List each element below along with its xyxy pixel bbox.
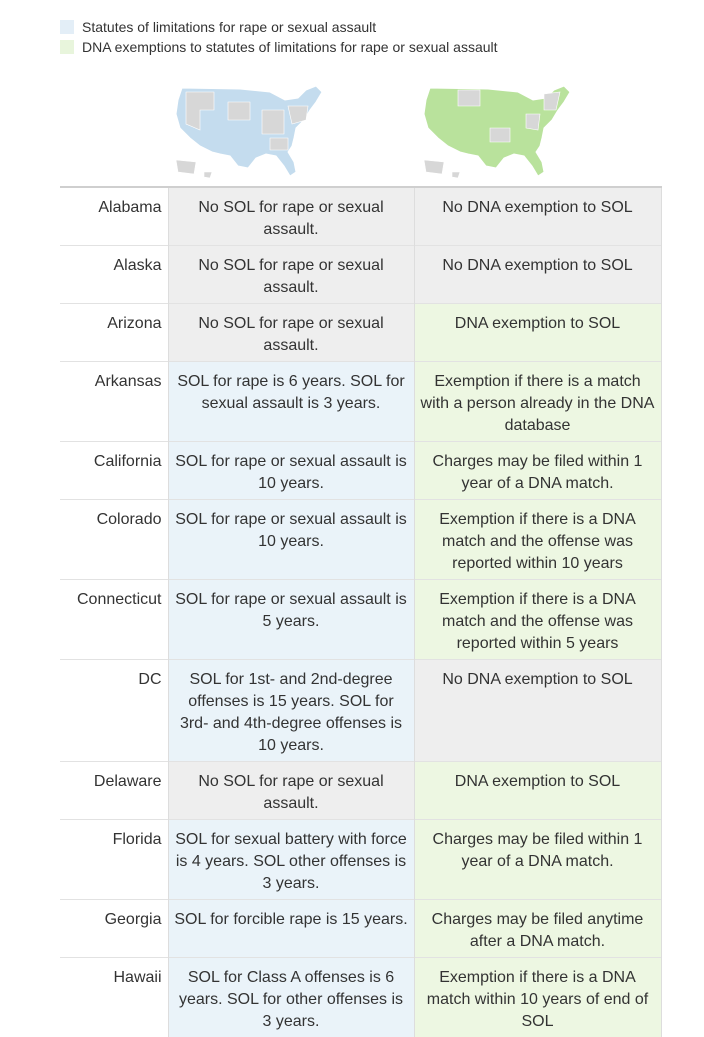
sol-cell: No SOL for rape or sexual assault.: [168, 187, 414, 246]
table-row: [60, 820, 661, 900]
legend: [60, 17, 498, 57]
legend-item-dna: [60, 37, 498, 57]
dna-exemption-cell: DNA exemption to SOL: [414, 762, 661, 820]
table-row: [60, 762, 661, 820]
table-row: [60, 304, 661, 362]
table-row: [60, 660, 661, 762]
table-row: [60, 187, 661, 246]
dna-exemption-cell: Exemption if there is a DNA match and the offense was reported within 10 years: [414, 500, 661, 580]
sol-cell: SOL for Class A offenses is 6 years. SOL for other offenses is 3 years.: [168, 958, 414, 1037]
sol-cell: SOL for rape or sexual assault is 10 years.: [168, 500, 414, 580]
sol-cell: SOL for rape is 6 years. SOL for sexual assault is 3 years.: [168, 362, 414, 442]
us-outline-sol: [176, 86, 322, 178]
sol-cell: SOL for 1st- and 2nd-degree offenses is 15 years. SOL for 3rd- and 4th-degree offenses is 10 years.: [168, 660, 414, 762]
legend-label-sol: Statutes of limitations for rape or sexual assault: [82, 19, 376, 35]
sol-cell: No SOL for rape or sexual assault.: [168, 246, 414, 304]
us-maps: [170, 80, 660, 184]
dna-exemption-cell: No DNA exemption to SOL: [414, 660, 661, 762]
dna-exemption-cell: DNA exemption to SOL: [414, 304, 661, 362]
dna-exemption-cell: Charges may be filed anytime after a DNA match.: [414, 900, 661, 958]
state-name-cell: Delaware: [60, 762, 168, 820]
legend-item-sol: [60, 17, 498, 37]
sol-cell: SOL for rape or sexual assault is 10 years.: [168, 442, 414, 500]
state-name-cell: Colorado: [60, 500, 168, 580]
us-map-dna-graphic: [418, 80, 578, 184]
table-row: [60, 500, 661, 580]
sol-us-map: [170, 80, 330, 184]
state-sol-table: [60, 186, 662, 1037]
state-name-cell: Alabama: [60, 187, 168, 246]
table-row: [60, 362, 661, 442]
state-name-cell: Hawaii: [60, 958, 168, 1037]
state-name-cell: California: [60, 442, 168, 500]
dna-exemption-cell: Charges may be filed within 1 year of a DNA match.: [414, 820, 661, 900]
us-outline-dna: [424, 86, 570, 178]
dna-exemption-cell: No DNA exemption to SOL: [414, 187, 661, 246]
table-body: [60, 187, 661, 1037]
table-row: [60, 246, 661, 304]
us-map-sol-graphic: [170, 80, 330, 184]
state-name-cell: Georgia: [60, 900, 168, 958]
dna-exemption-cell: Charges may be filed within 1 year of a DNA match.: [414, 442, 661, 500]
state-name-cell: Florida: [60, 820, 168, 900]
table-row: [60, 958, 661, 1037]
table-row: [60, 442, 661, 500]
state-name-cell: DC: [60, 660, 168, 762]
state-name-cell: Arkansas: [60, 362, 168, 442]
state-name-cell: Alaska: [60, 246, 168, 304]
sol-cell: SOL for forcible rape is 15 years.: [168, 900, 414, 958]
sol-cell: SOL for rape or sexual assault is 5 years.: [168, 580, 414, 660]
dna-exemption-cell: Exemption if there is a DNA match and the offense was reported within 5 years: [414, 580, 661, 660]
legend-label-dna: DNA exemptions to statutes of limitations for rape or sexual assault: [82, 39, 498, 55]
table-row: [60, 580, 661, 660]
sol-cell: No SOL for rape or sexual assault.: [168, 762, 414, 820]
dna-exemption-cell: Exemption if there is a match with a person already in the DNA database: [414, 362, 661, 442]
sol-cell: No SOL for rape or sexual assault.: [168, 304, 414, 362]
legend-swatch-dna: [60, 40, 74, 54]
dna-exemption-cell: Exemption if there is a DNA match within 10 years of end of SOL: [414, 958, 661, 1037]
state-name-cell: Connecticut: [60, 580, 168, 660]
dna-us-map: [418, 80, 578, 184]
table-row: [60, 900, 661, 958]
legend-swatch-sol: [60, 20, 74, 34]
sol-cell: SOL for sexual battery with force is 4 years. SOL other offenses is 3 years.: [168, 820, 414, 900]
dna-exemption-cell: No DNA exemption to SOL: [414, 246, 661, 304]
state-name-cell: Arizona: [60, 304, 168, 362]
